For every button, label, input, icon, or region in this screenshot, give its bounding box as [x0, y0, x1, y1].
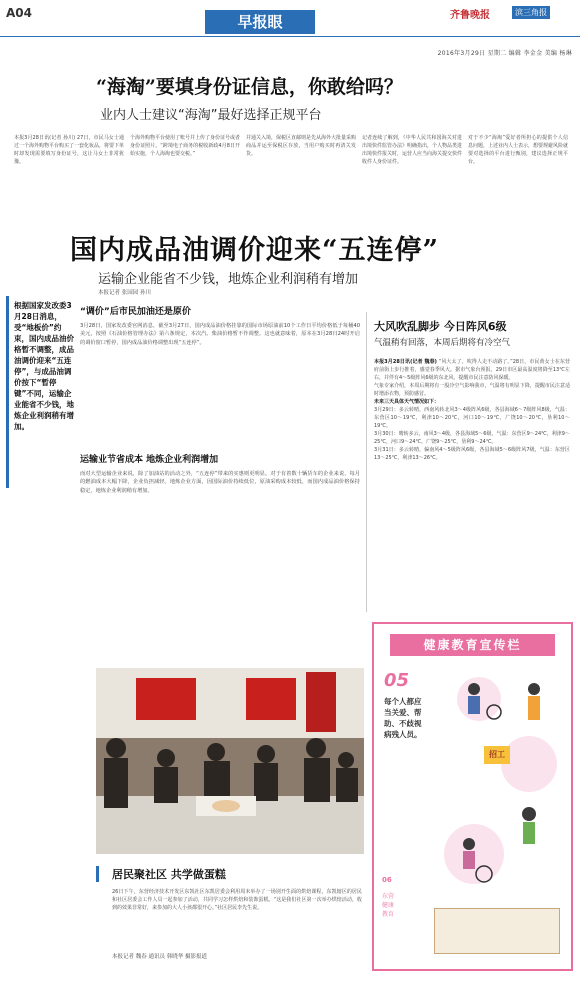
photo-byline: 本报记者 魏春 通讯员 韩晓华 摄影报道 [112, 954, 207, 960]
story3-byline: 本报3月28日讯(记者 魏春) [374, 359, 437, 365]
story3-p4: 3月30日：晴转多云，南风3～4级，各县海域5～6级，气温：东营区9～24℃，利津9～25℃，河口9～24℃，广饶9～25℃，垦利9～24℃。 [374, 431, 570, 445]
story2-body-b: 而对大型运输企业来说，除了加油站的活动之外，“五连停”带来的实惠则更明显。对于有着数十辆货车的企业来说，每月的燃油成本大幅下降，企业负担减轻。地炼企业方面，因国际油价持续低位，原油采购成本较低，而国内成品油价格保持稳定，地炼企业利润稍有增加。 [80, 471, 360, 494]
health-ad-panel [372, 622, 573, 971]
slogan-line-3: 助、不歧视 [384, 719, 422, 728]
sidebar-accent-bar [6, 296, 9, 488]
story2-body-a: 3月28日，国家发改委官网消息，截至3月27日，国内成品油价格挂靠的国际市场原油前10个工作日平均价格低于每桶40美元，按照《石油价格管理办法》第六条规定，本次汽、柴油价格暂不作调整。这也就意味着，原本在3月28日24时开启的调价窗口暂停，国内成品油价格调整出现“五连停”。 [80, 323, 360, 346]
column-divider [366, 312, 367, 612]
ad-side-3: 教育 [382, 911, 395, 918]
photo-caption: 居民聚社区 共学做蛋糕 [112, 868, 226, 881]
newspaper-sub-logo: 滨三角报 [512, 6, 550, 19]
issue-meta: 2016年3月29日 星期二 编辑 李金金 美编 杨琳 [437, 50, 572, 57]
story2-section-b: 运输业节省成本 地炼企业利润增加 [80, 455, 219, 465]
header-rule [0, 36, 580, 37]
story1-col5: 对于不少“海淘”爱好者所担心的提供个人信息问题，上述业内人士表示，想要规避风险就要对选择的平台进行甄别，建议选择正规平台。 [468, 135, 568, 165]
slogan-line-1: 每个人都应 [384, 697, 422, 706]
story2-title: 国内成品油调价迎来“五连停” [70, 235, 440, 266]
photo-caption-accent [96, 866, 99, 882]
health-ad-side [382, 892, 394, 919]
story1-col1: 本报3月28日讯(记者 孙川) 27日，市民马女士通过一个海外购物平台购买了一套化妆品，将要下单时却发现需要填写身份证号，这让马女士非常犹豫。 [14, 135, 124, 165]
health-ad-title: 健康教育宣传栏 [390, 634, 555, 656]
page-number: A04 [6, 6, 32, 20]
story1-col4: 记者连续了解到，《中华人民共和国海关对进出境快件监管办法》明确指出，个人物品类进出境快件报关时，运营人应当向海关提交快件收件人身份证件。 [362, 135, 462, 165]
story2-section-a: “调价”后市民加油还是原价 [80, 307, 191, 317]
story3-p2: 气象专家介绍，本周后期将有一股冷空气影响我市，气温将有明显下降，提醒市民注意适时增添衣物，预防感冒。 [374, 383, 570, 397]
photo-story-text: 26日下午，东营经济技术开发区东凯社区东凯居委会利用周末举办了一场别开生面的烘焙课程，东凯辖区的居民和社区居委会工作人员一起参加了活动，共同学习怎样烘焙和装饰蛋糕。“这是我们社区第一次举办烘焙活动，收到的效果非常好，来参加的大人小孩都很开心。”社区居民李先生说。 [112, 889, 362, 911]
photo-illustration [96, 668, 364, 854]
story1-subtitle: 业内人士建议“海淘”最好选择正规平台 [100, 108, 322, 123]
ad-side-2: 健康 [382, 902, 395, 909]
story3-subtitle: 气温稍有回落，本周后期将有冷空气 [374, 338, 511, 348]
slogan-line-4: 病残人员。 [384, 730, 422, 739]
health-ad-illustration [434, 664, 564, 914]
slogan-line-2: 当关爱、帮 [384, 708, 422, 717]
story3-p1: “风大太了，吹得人走不动路了。”28日，市民黄女士在东营府前街上步行推着，感觉春季风大。据市气象台预报，29日市区最高温度将降至13℃左右，并伴有4～5级阵风6级的东北风，提醒市民注意防风保暖。 [374, 359, 570, 381]
health-ad-badge: 招工 [484, 746, 510, 764]
story3-body [374, 358, 570, 608]
story1-title: “海淘”要填身份证信息，你敢给吗？ [96, 76, 403, 98]
story3-title: 大风吹乱脚步 今日阵风6级 [374, 320, 507, 333]
story2-sidebar: 根据国家发改委3月28日消息，受“地板价”约束，国内成品油价格暂不调整，成品油调价迎来“五连停”，与成品油调价按下“暂停键”不同，运输企业能省不少钱，地炼企业利润稍有增加。 [14, 301, 74, 431]
health-ad-number: 05 [384, 670, 410, 691]
community-photo [96, 668, 364, 854]
story3-head2: 未来三天具体天气情况如下： [374, 399, 440, 405]
section-tab: 早报眼 [205, 10, 315, 34]
newspaper-logo: 齐鲁晚报 [450, 10, 490, 21]
story2-byline: 本报记者 张园园 孙川 [98, 290, 151, 296]
health-ad-slogan [384, 696, 422, 740]
health-ad-page: 06 [382, 876, 392, 884]
story3-p3: 3月29日：多云转晴，西南风转北风3～4级阵风6级，各县海域6～7级阵风8级，气温：东营区10～19℃，利津10～20℃，河口10～19℃，广饶10～20℃，垦利10～19℃。 [374, 407, 570, 429]
story3-p5: 3月31日：多云转晴，偏南风4～5级阵风6级，各县海域5～6级阵风7级，气温：东营区13～25℃，利津13～26℃。 [374, 447, 570, 461]
story1-col2: 个海外购物平台使用了账号并上传了身份证号或者身份证照片。“跨境电子商务的税收新政4月8日开始实施，个人海淘也要交税。” [130, 135, 240, 157]
story1-col3: 并通关入境，保税区直邮则是先从海外大批量采购商品并运至保税区存放，当用户购买时再清关发货。 [246, 135, 356, 157]
health-ad-poster-frame [434, 908, 560, 954]
ad-side-1: 东营 [382, 893, 395, 900]
story2-subtitle: 运输企业能省不少钱，地炼企业利润稍有增加 [98, 272, 359, 287]
